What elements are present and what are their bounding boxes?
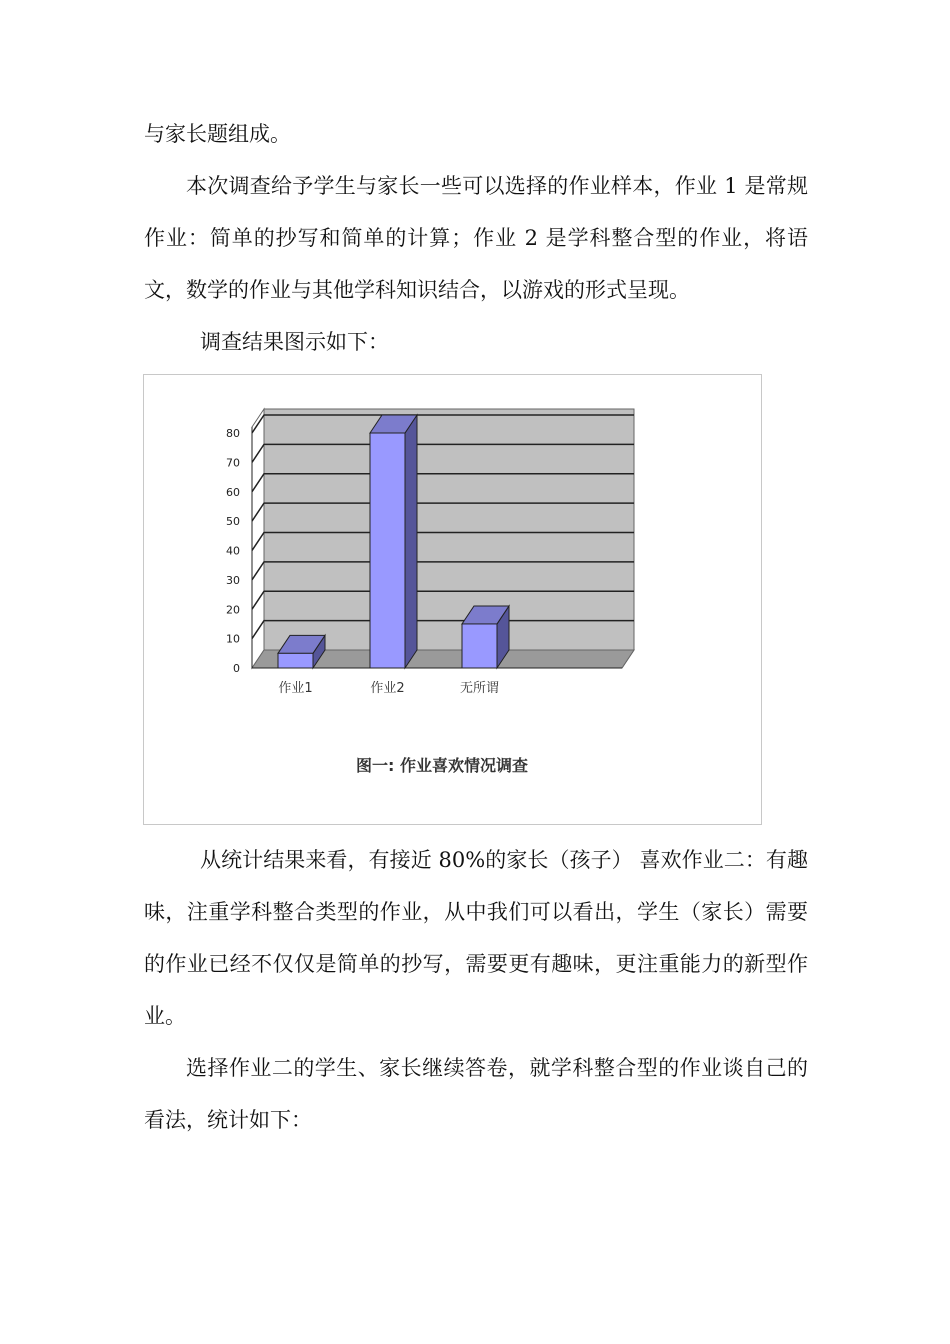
paragraph-5: 选择作业二的学生、家长继续答卷，就学科整合型的作业谈自己的看法，统计如下： — [144, 1056, 808, 1132]
bar — [462, 624, 497, 668]
bar — [278, 653, 313, 668]
y-tick-label: 60 — [226, 485, 240, 499]
chart-back-wall — [252, 409, 634, 668]
y-tick-label: 40 — [226, 544, 240, 558]
y-tick-label: 20 — [226, 603, 240, 617]
x-tick-label: 无所谓 — [459, 681, 500, 696]
bar — [370, 433, 405, 668]
chart-title: 图一: 作业喜欢情况调查 — [356, 756, 528, 775]
bar-side — [405, 415, 417, 668]
x-tick-label: 作业1 — [278, 681, 313, 696]
y-tick-label: 10 — [226, 632, 240, 646]
y-tick-label: 70 — [226, 456, 240, 470]
y-tick-label: 80 — [226, 427, 240, 440]
paragraph-3: 调查结果图示如下： — [200, 330, 389, 354]
chart-figure — [143, 374, 762, 825]
paragraph-4: 从统计结果来看，有接近 80%的家长（孩子） 喜欢作业二：有趣味，注重学科整合类型的作业，从中我们可以看出，学生（家长）需要的作业已经不仅仅是简单的抄写，需要更有趣味，更注重能力的新型作业。 — [144, 848, 808, 1028]
paragraph-1: 与家长题组成。 — [144, 122, 291, 146]
paragraph-2: 本次调查给予学生与家长一些可以选择的作业样本，作业 1 是常规作业：简单的抄写和简单的计算；作业 2 是学科整合型的作业，将语文，数学的作业与其他学科知识结合，以游戏的形式呈现。 — [144, 174, 808, 302]
y-tick-label: 0 — [233, 662, 240, 675]
y-tick-label: 50 — [226, 515, 240, 529]
y-tick-label: 30 — [226, 573, 240, 587]
x-tick-label: 作业2 — [370, 681, 405, 696]
